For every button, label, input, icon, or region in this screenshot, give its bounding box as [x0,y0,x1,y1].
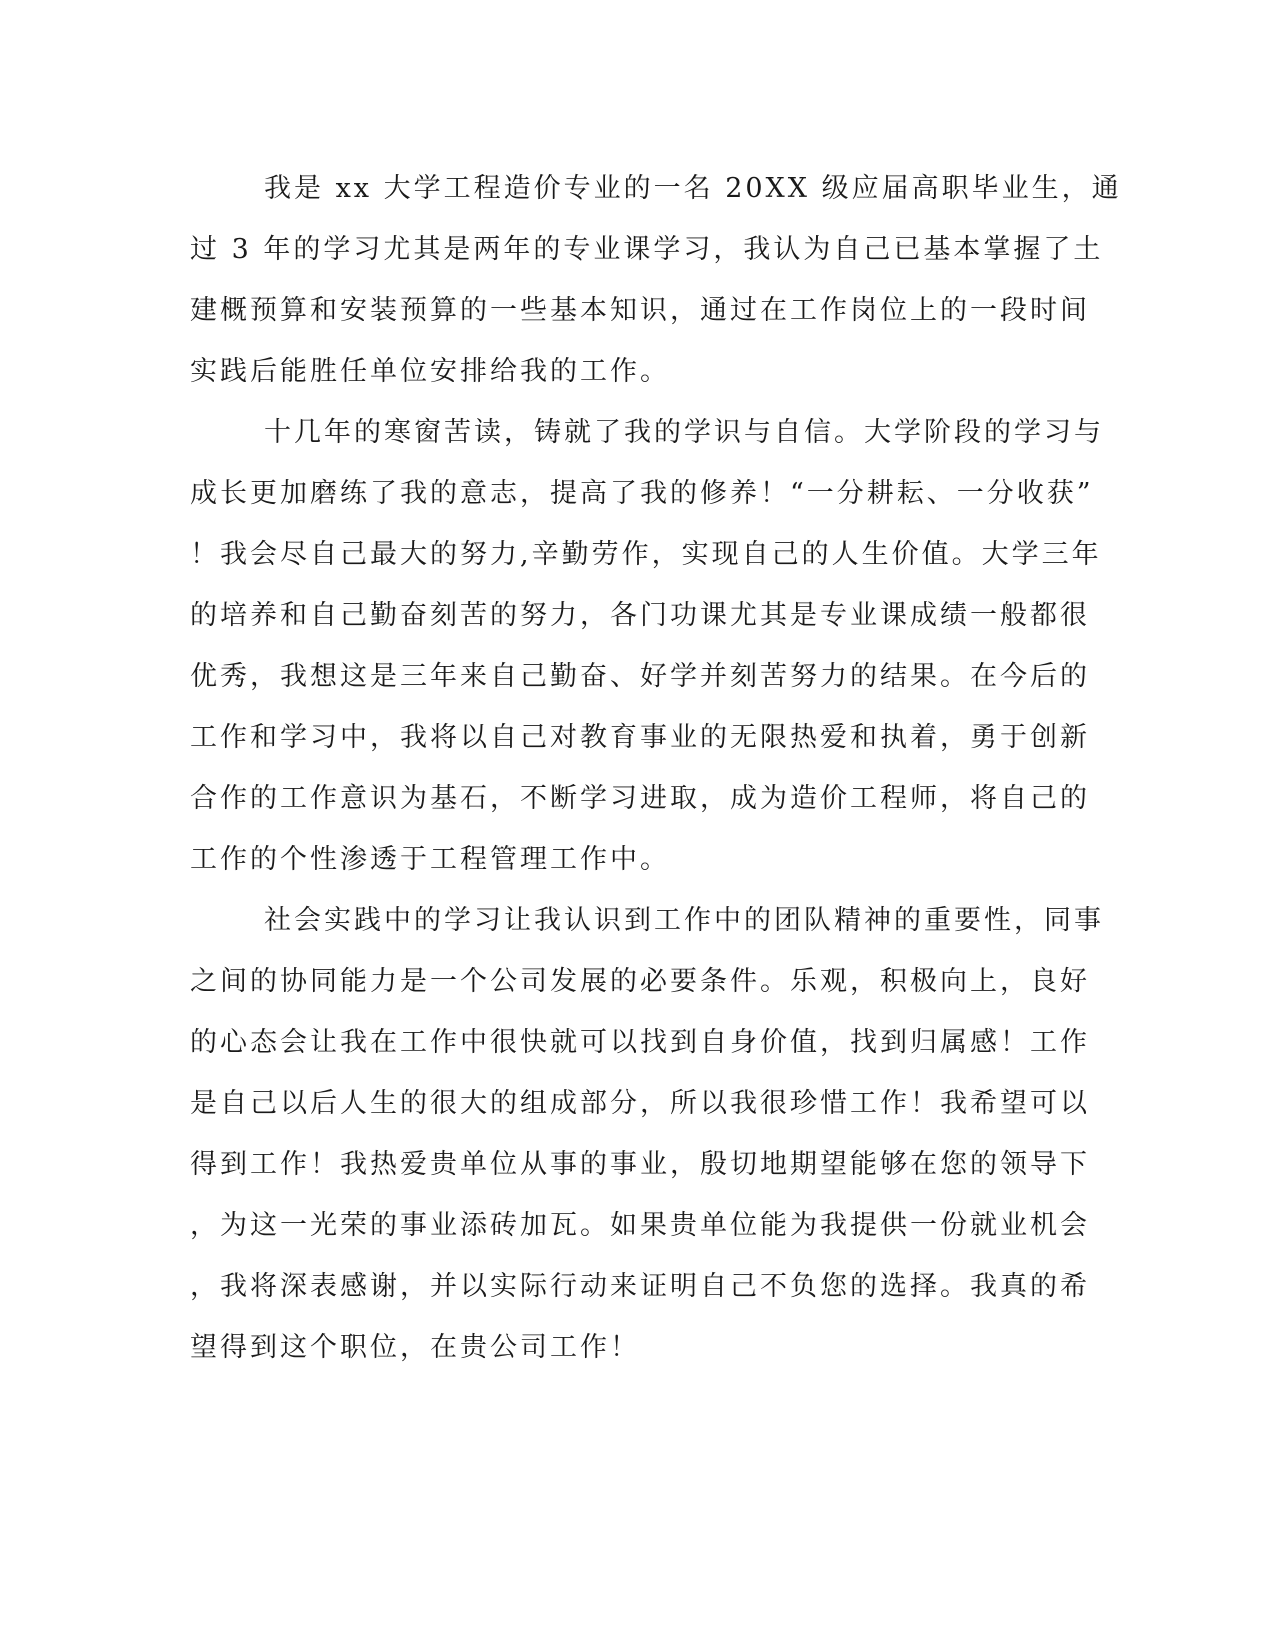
paragraph-line: ！我会尽自己最大的努力,辛勤劳作，实现自己的人生价值。大学三年 [190,539,1102,570]
paragraph-line: 建概预算和安装预算的一些基本知识，通过在工作岗位上的一段时间 [190,295,1090,326]
paragraph-line: 社会实践中的学习让我认识到工作中的团队精神的重要性，同事 [264,905,1104,936]
paragraph-line: 的培养和自己勤奋刻苦的努力，各门功课尤其是专业课成绩一般都很 [190,600,1090,631]
paragraph-3 [190,890,1104,1378]
paragraph-line: 是自己以后人生的很大的组成部分，所以我很珍惜工作！我希望可以 [190,1088,1090,1119]
paragraph-line: 工作的个性渗透于工程管理工作中。 [190,844,670,875]
paragraph-line: 之间的协同能力是一个公司发展的必要条件。乐观，积极向上，良好 [190,966,1090,997]
paragraph-1 [190,158,1122,402]
paragraph-line: 望得到这个职位，在贵公司工作！ [190,1332,640,1363]
paragraph-line: 成长更加磨练了我的意志，提高了我的修养！“一分耕耘、一分收获” [190,478,1094,509]
paragraph-line: ，为这一光荣的事业添砖加瓦。如果贵单位能为我提供一份就业机会 [190,1210,1090,1241]
paragraph-line: 的心态会让我在工作中很快就可以找到自身价值，找到归属感！工作 [190,1027,1090,1058]
paragraph-line: 优秀，我想这是三年来自己勤奋、好学并刻苦努力的结果。在今后的 [190,661,1090,692]
paragraph-line: 我是 xx 大学工程造价专业的一名 20XX 级应届高职毕业生，通 [264,173,1122,204]
paragraph-line: 过 3 年的学习尤其是两年的专业课学习，我认为自己已基本掌握了土 [190,234,1104,265]
paragraph-line: 实践后能胜任单位安排给我的工作。 [190,356,670,387]
paragraph-2 [190,402,1104,890]
paragraph-line: 得到工作！我热爱贵单位从事的事业，殷切地期望能够在您的领导下 [190,1149,1090,1180]
paragraph-line: 合作的工作意识为基石，不断学习进取，成为造价工程师，将自己的 [190,783,1090,814]
document-body [190,158,1122,1378]
paragraph-line: ，我将深表感谢，并以实际行动来证明自己不负您的选择。我真的希 [190,1271,1090,1302]
paragraph-line: 工作和学习中，我将以自己对教育事业的无限热爱和执着，勇于创新 [190,722,1090,753]
paragraph-line: 十几年的寒窗苦读，铸就了我的学识与自信。大学阶段的学习与 [264,417,1104,448]
